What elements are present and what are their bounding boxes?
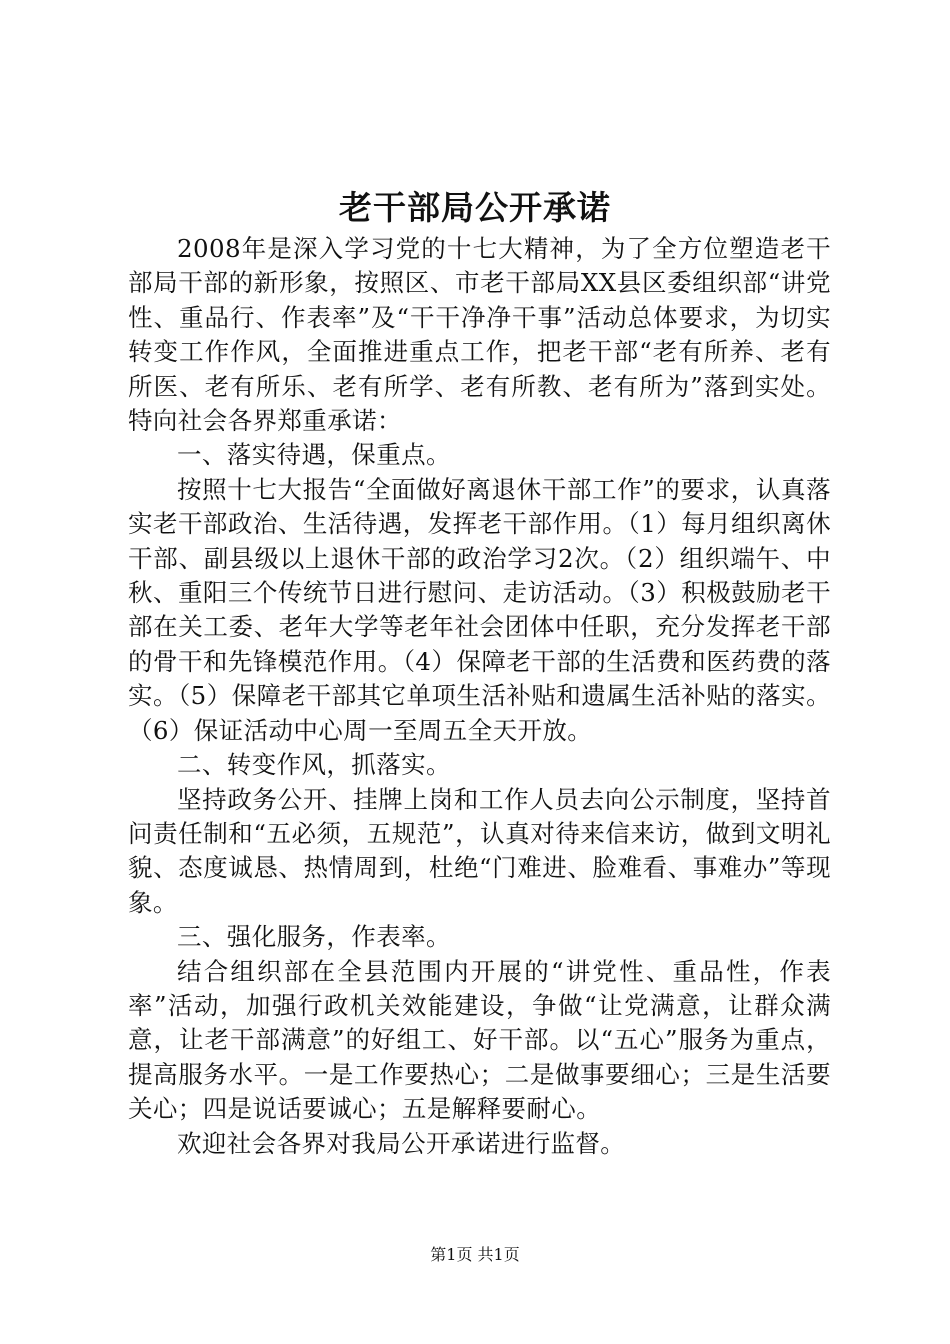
page-number-footer: 第1页 共1页 <box>430 1245 520 1264</box>
section-paragraph-2: 坚持政务公开、挂牌上岗和工作人员去向公示制度，坚持首问责任制和“五必须，五规范”，认真对待来信来访，做到文明礼貌、态度诚恳、热情周到，杜绝“门难进、脸难看、事难办”等现象。 <box>128 784 831 917</box>
section-paragraph-3: 结合组织部在全县范围内开展的“讲党性、重品性，作表率”活动，加强行政机关效能建设，争做“让党满意，让群众满意，让老干部满意”的好组工、好干部。以“五心”服务为重点，提高服务水平。一是工作要热心；二是做事要细心；三是生活要关心；四是说话要诚心；五是解释要耐心。 <box>128 956 831 1124</box>
section-heading-2: 二、转变作风，抓落实。 <box>177 750 451 780</box>
section-paragraph-1: 按照十七大报告“全面做好离退休干部工作”的要求，认真落实老干部政治、生活待遇，发挥老干部作用。（1）每月组织离休干部、副县级以上退休干部的政治学习2次。（2）组织端午、中秋、重阳三个传统节日进行慰问、走访活动。（3）积极鼓励老干部在关工委、老年大学等老年社会团体中任职，充分发挥老干部的骨干和先锋模范作用。（4）保障老干部的生活费和医药费的落实。（5）保障老干部其它单项生活补贴和遗属生活补贴的落实。（6）保证活动中心周一至周五全天开放。 <box>128 474 831 745</box>
section-heading-1: 一、落实待遇，保重点。 <box>177 440 451 470</box>
section-heading-3: 三、强化服务，作表率。 <box>177 922 451 952</box>
page-title: 老干部局公开承诺 <box>339 188 611 227</box>
intro-paragraph: 2008年是深入学习党的十七大精神，为了全方位塑造老干部局干部的新形象，按照区、市老干部局XX县区委组织部“讲党性、重品行、作表率”及“干干净净干事”活动总体要求，为切实转变工作作风，全面推进重点工作，把老干部“老有所养、老有所医、老有所乐、老有所学、老有所教、老有所为”落到实处。特向社会各界郑重承诺： <box>128 234 831 436</box>
closing-paragraph: 欢迎社会各界对我局公开承诺进行监督。 <box>177 1128 626 1158</box>
document-body <box>128 232 831 1161</box>
